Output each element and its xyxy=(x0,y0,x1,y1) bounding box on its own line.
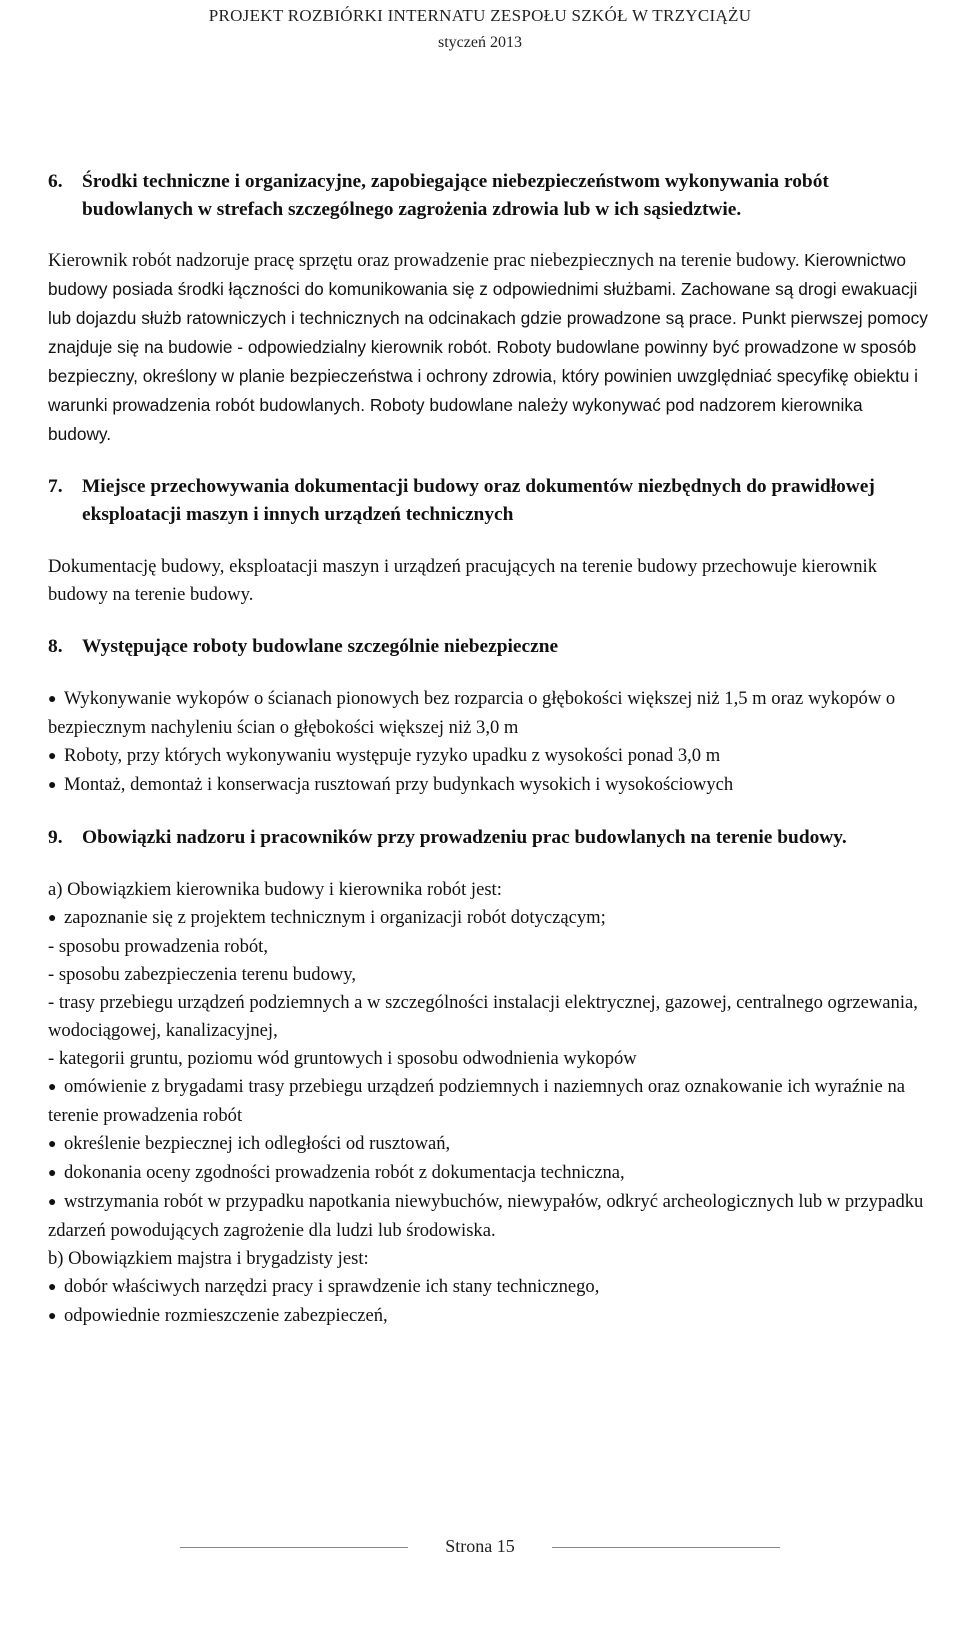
list-item-text: Roboty, przy których wykonywaniu występuje ryzyko upadku z wysokości ponad 3,0 m xyxy=(64,745,721,766)
list-item xyxy=(48,1273,928,1302)
section-8-heading xyxy=(48,633,928,661)
dash-item: - sposobu prowadzenia robót, xyxy=(48,936,268,957)
section-title: Występujące roboty budowlane szczególnie niebezpieczne xyxy=(82,636,559,657)
list-item-text: dokonania oceny zgodności prowadzenia robót z dokumentacja techniczna, xyxy=(64,1162,625,1183)
dash-item: - kategorii gruntu, poziomu wód gruntowych i sposobu odwodnienia wykopów xyxy=(48,1048,637,1069)
list-item-text: Wykonywanie wykopów o ścianach pionowych bez rozparcia o głębokości większej niż 1,5 m oraz wykopów o bezpiecznym nachyleniu ścian o głębokości większej niż 3,0 m xyxy=(48,688,896,738)
bullet-icon: ● xyxy=(48,1280,57,1295)
section-number: 8. xyxy=(48,636,63,657)
list-item-text: omówienie z brygadami trasy przebiegu urządzeń podziemnych i naziemnych oraz oznakowanie ich wyraźnie na terenie prowadzenia robót xyxy=(48,1076,906,1126)
section-title: Środki techniczne i organizacyjne, zapobiegające niebezpieczeństwom wykonywania robót budowlanych w strefach szczególnego zagrożenia zdrowia lub w ich sąsiedztwie. xyxy=(82,171,829,220)
paragraph-text-sans: Kierownictwo budowy posiada środki łączności do komunikowania się z odpowiednimi służbami. Zachowane są drogi ewakuacji lub dojazdu służb ratowniczych i technicznych na odcinakach gdzie prowadzone są prace. Punkt pierwszej pomocy znajduje się na budowie - odpowiedzialny kierownik robót. xyxy=(48,250,928,357)
list-item xyxy=(48,904,928,933)
section-number: 7. xyxy=(48,476,63,497)
bullet-icon: ● xyxy=(48,778,57,793)
list-item-text: zapoznanie się z projektem technicznym i organizacji robót dotyczącym; xyxy=(64,907,606,928)
list-item-text: dobór właściwych narzędzi pracy i sprawdzenie ich stany technicznego, xyxy=(64,1276,600,1297)
document-header-title: PROJEKT ROZBIÓRKI INTERNATU ZESPOŁU SZKÓŁ W TRZYCIĄŻU xyxy=(208,6,752,25)
paragraph xyxy=(48,246,928,449)
list-item xyxy=(48,1188,928,1245)
bullet-icon: ● xyxy=(48,911,57,926)
bullet-icon: ● xyxy=(48,1195,57,1210)
footer-rule-right xyxy=(552,1547,780,1548)
list-item xyxy=(48,1130,928,1159)
section-number: 6. xyxy=(48,171,63,192)
list-item-text: Montaż, demontaż i konserwacja rusztowań przy budynkach wysokich i wysokościowych xyxy=(64,774,734,795)
list-item xyxy=(48,771,928,800)
list-item-text: odpowiednie rozmieszczenie zabezpieczeń, xyxy=(64,1305,388,1326)
bullet-icon: ● xyxy=(48,749,57,764)
bullet-icon: ● xyxy=(48,1166,57,1181)
subsection-a-intro: a) Obowiązkiem kierownika budowy i kierownika robót jest: xyxy=(48,879,502,900)
document-body xyxy=(48,168,928,1331)
section-7-heading xyxy=(48,473,928,529)
list-item xyxy=(48,742,928,771)
section-number: 9. xyxy=(48,827,63,848)
list-item xyxy=(48,685,928,742)
paragraph: Dokumentację budowy, eksploatacji maszyn i urządzeń pracujących na terenie budowy przechowuje kierownik budowy na terenie budowy. xyxy=(48,556,877,605)
section-9-heading xyxy=(48,824,928,852)
section-title: Miejsce przechowywania dokumentacji budowy oraz dokumentów niezbędnych do prawidłowej eksploatacji maszyn i innych urządzeń technicznych xyxy=(82,476,875,525)
paragraph-text: Kierownik robót nadzoruje pracę sprzętu oraz prowadzenie prac niebezpiecznych na terenie budowy. xyxy=(48,250,800,271)
bullet-icon: ● xyxy=(48,692,57,707)
page-footer xyxy=(0,1536,960,1557)
subsection-b-intro: b) Obowiązkiem majstra i brygadzisty jest: xyxy=(48,1248,369,1269)
section-6-heading xyxy=(48,168,928,224)
dash-item: - trasy przebiegu urządzeń podziemnych a w szczególności instalacji elektrycznej, gazowej, centralnego ogrzewania, wodociągowej, kanalizacyjnej, xyxy=(48,992,918,1041)
footer-rule-left xyxy=(180,1547,408,1548)
paragraph-text-sans: Roboty budowlane powinny być prowadzone w sposób bezpieczny, określony w planie bezpieczeństwa i ochrony zdrowia, który powinien uwzględniać specyfikę obiektu i warunki prowadzenia robót budowlanych. Roboty budowlane należy wykonywać pod nadzorem kierownika budowy. xyxy=(48,337,918,444)
list-item xyxy=(48,1302,928,1331)
dash-item: - sposobu zabezpieczenia terenu budowy, xyxy=(48,964,357,985)
bullet-icon: ● xyxy=(48,1309,57,1324)
list-item-text: wstrzymania robót w przypadku napotkania niewybuchów, niewypałów, odkryć archeologicznych lub w przypadku zdarzeń powodujących zagrożenie dla ludzi lub środowiska. xyxy=(48,1191,924,1241)
list-item xyxy=(48,1073,928,1130)
bullet-icon: ● xyxy=(48,1137,57,1152)
section-title: Obowiązki nadzoru i pracowników przy prowadzeniu prac budowlanych na terenie budowy. xyxy=(82,827,847,848)
bullet-icon: ● xyxy=(48,1080,57,1095)
list-item xyxy=(48,1159,928,1188)
document-header-date: styczeń 2013 xyxy=(438,34,522,51)
list-item-text: określenie bezpiecznej ich odległości od rusztowań, xyxy=(64,1133,451,1154)
page-number: Strona 15 xyxy=(439,1536,521,1556)
